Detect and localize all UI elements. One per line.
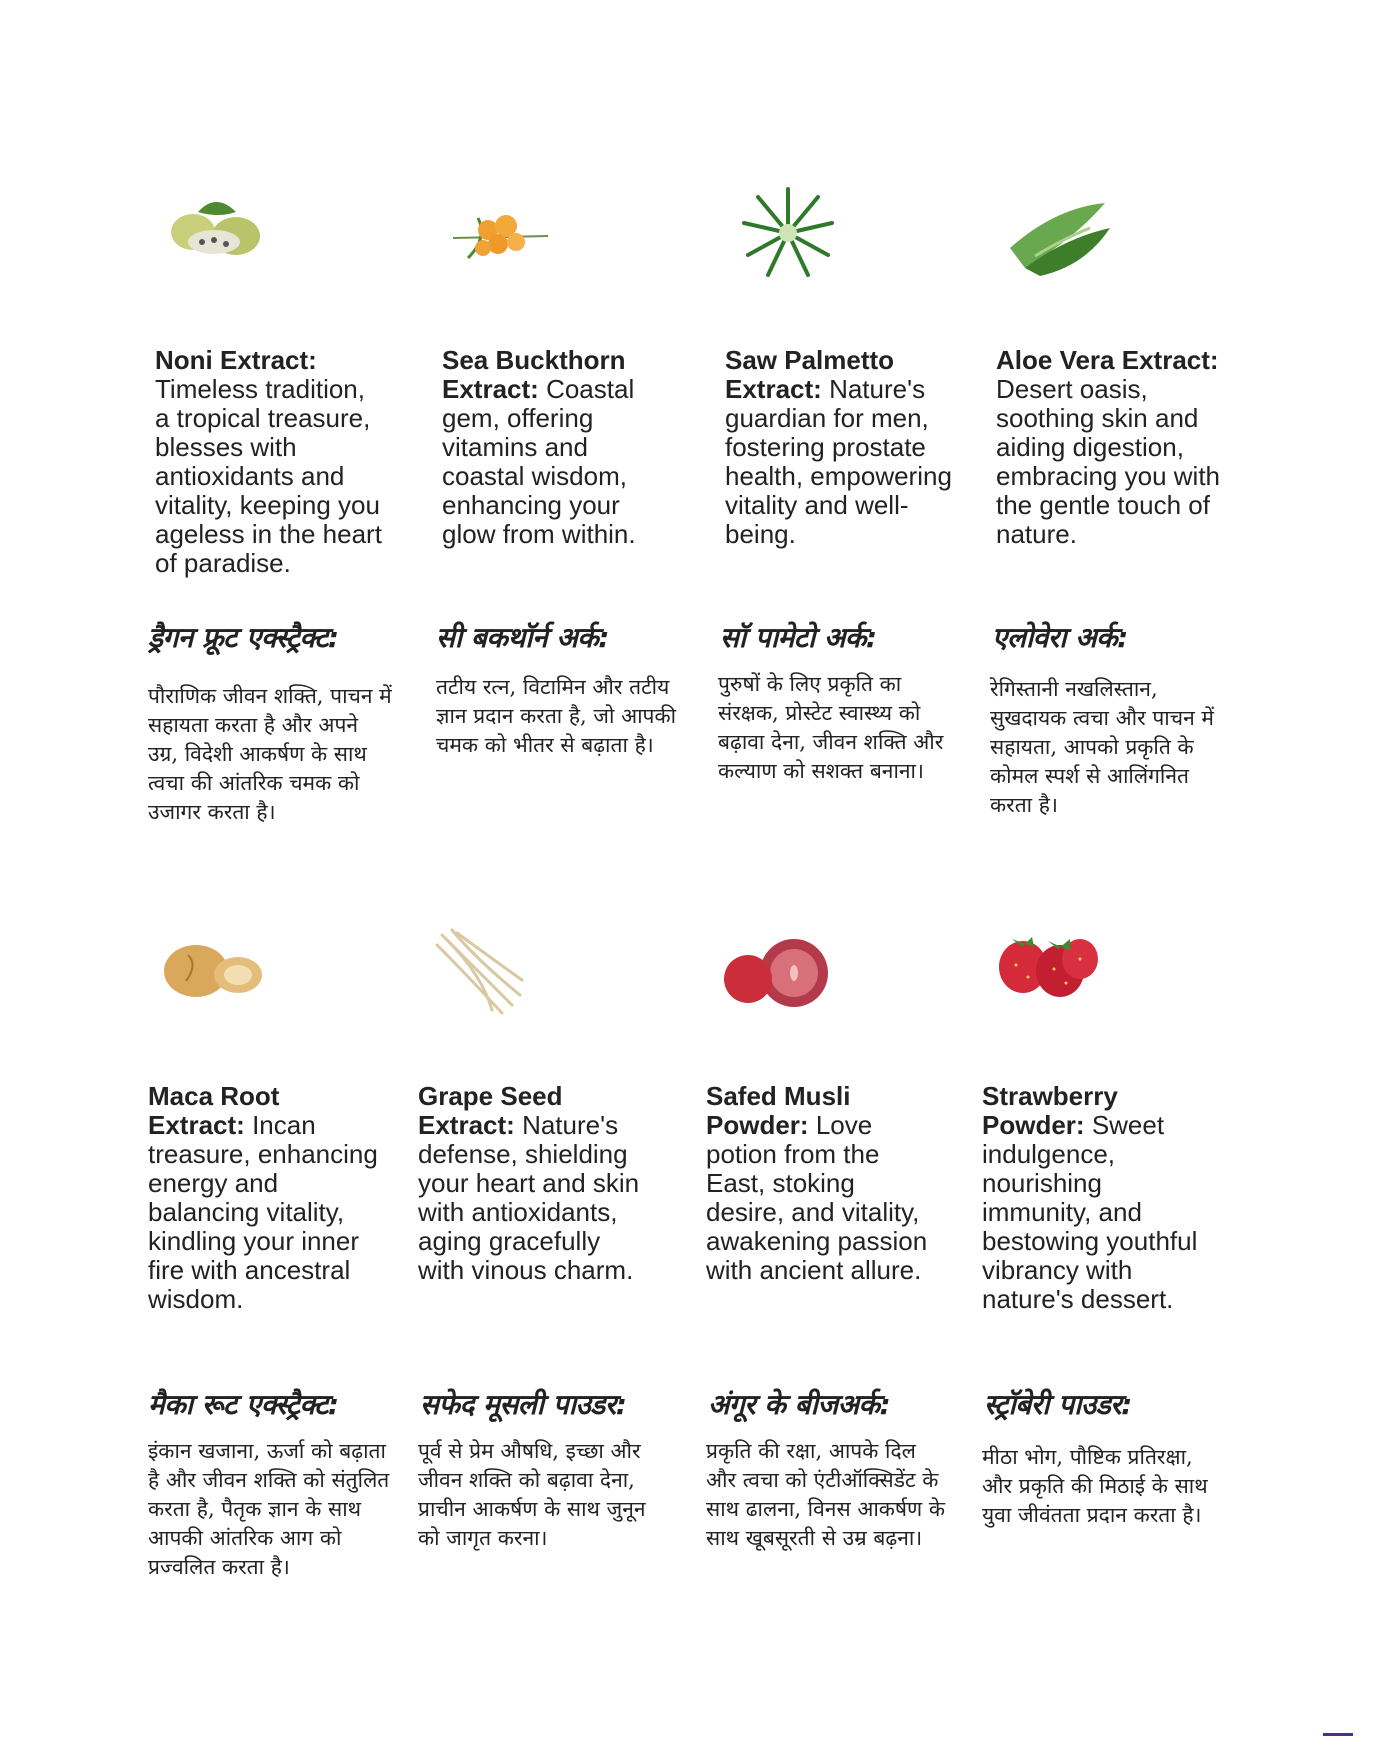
ingredient-desc-hi: इंकान खजाना, ऊर्जा को बढ़ाता है और जीवन शक्ति को संतुलित करता है, पैतृक ज्ञान के साथ आपकी आंतरिक आग को प्रज्वलित करता है। xyxy=(148,1439,390,1579)
ingredient-name-en: Saw Palmetto Extract: Nature's guardian for men, fostering prostate health, empowering vitality and well-being. xyxy=(725,345,952,549)
ingredient-name-hi: सॉ पामेटो अर्क: xyxy=(720,621,877,654)
ingredient-desc-hi: पौराणिक जीवन शक्ति, पाचन में सहायता करता है और अपने उग्र, विदेशी आकर्षण के साथ त्वचा की आंतरिक चमक को उजागर करता है। xyxy=(148,684,392,824)
ingredient-name-hi: मैका रूट एक्स्ट्रैक्ट: xyxy=(148,1388,339,1421)
ingredient-name-en: Sea Buckthorn Extract: Coastal gem, offering vitamins and coastal wisdom, enhancing your glow from within. xyxy=(442,345,636,549)
ingredient-desc-hi: पूर्व से प्रेम औषधि, इच्छा और जीवन शक्ति को बढ़ावा देना, प्राचीन आकर्षण के साथ जुनून को जागृत करना। xyxy=(418,1439,646,1550)
ingredient-name-en: Maca Root Extract: Incan treasure, enhancing energy and balancing vitality, kindling your inner fire with ancestral wisdom. xyxy=(148,1081,378,1314)
ingredient-name-en: Safed Musli Powder: Love potion from the East, stoking desire, and vitality, awakening passion with ancient allure. xyxy=(706,1081,928,1285)
sea-buckthorn-berry-icon xyxy=(448,198,553,273)
noni-fruit-icon xyxy=(158,190,273,265)
ingredient-name-hi: अंगूर के बीजअर्क: xyxy=(708,1388,891,1421)
grape-icon xyxy=(722,935,832,1010)
ingredient-desc-hi: रेगिस्तानी नखलिस्तान, सुखदायक त्वचा और पाचन में सहायता, आपको प्रकृति के कोमल स्पर्श से आलिंगनित करता है। xyxy=(990,677,1214,817)
ingredient-desc-hi: मीठा भोग, पौष्टिक प्रतिरक्षा, और प्रकृति की मिठाई के साथ युवा जीवंतता प्रदान करता है। xyxy=(982,1445,1208,1527)
aloe-vera-leaf-icon xyxy=(1005,198,1115,280)
ingredient-name-en: Strawberry Powder: Sweet indulgence, nourishing immunity, and bestowing youthful vibrancy with nature's dessert. xyxy=(982,1081,1198,1314)
ingredient-name-en: Noni Extract: Timeless tradition, a tropical treasure, blesses with antioxidants and vitality, keeping you ageless in the heart of paradise. xyxy=(155,345,382,578)
strawberry-icon xyxy=(988,925,1103,1005)
saw-palmetto-leaf-icon xyxy=(738,183,838,283)
ingredient-name-hi: स्ट्रॉबेरी पाउडर: xyxy=(984,1388,1132,1421)
ingredient-desc-hi: तटीय रत्न, विटामिन और तटीय ज्ञान प्रदान करता है, जो आपकी चमक को भीतर से बढ़ाता है। xyxy=(436,675,677,757)
ingredient-desc-hi: प्रकृति की रक्षा, आपके दिल और त्वचा को एंटीऑक्सिडेंट के साथ ढालना, विनस आकर्षण के साथ खूबसूरती से उम्र बढ़ना। xyxy=(706,1439,946,1550)
ingredient-name-hi: ड्रैगन फ्रूट एक्स्ट्रैक्ट: xyxy=(148,621,339,654)
ingredient-desc-hi: पुरुषों के लिए प्रकृति का संरक्षक, प्रोस्टेट स्वास्थ्य को बढ़ावा देना, जीवन शक्ति और कल्याण को सशक्त बनाना। xyxy=(718,672,944,783)
ingredient-name-en: Aloe Vera Extract: Desert oasis, soothing skin and aiding digestion, embracing you with the gentle touch of nature. xyxy=(996,345,1220,549)
maca-root-icon xyxy=(158,935,268,1005)
ingredient-name-hi: एलोवेरा अर्क: xyxy=(992,621,1128,654)
ingredient-name-en: Grape Seed Extract: Nature's defense, shielding your heart and skin with antioxidants, aging gracefully with vinous charm. xyxy=(418,1081,640,1285)
ingredient-name-hi: सफेद मूसली पाउडर: xyxy=(420,1388,627,1421)
ingredient-name-hi: सी बकथॉर्न अर्क: xyxy=(436,621,609,654)
safed-musli-root-icon xyxy=(432,925,532,1015)
page-corner-mark xyxy=(1323,1733,1353,1736)
